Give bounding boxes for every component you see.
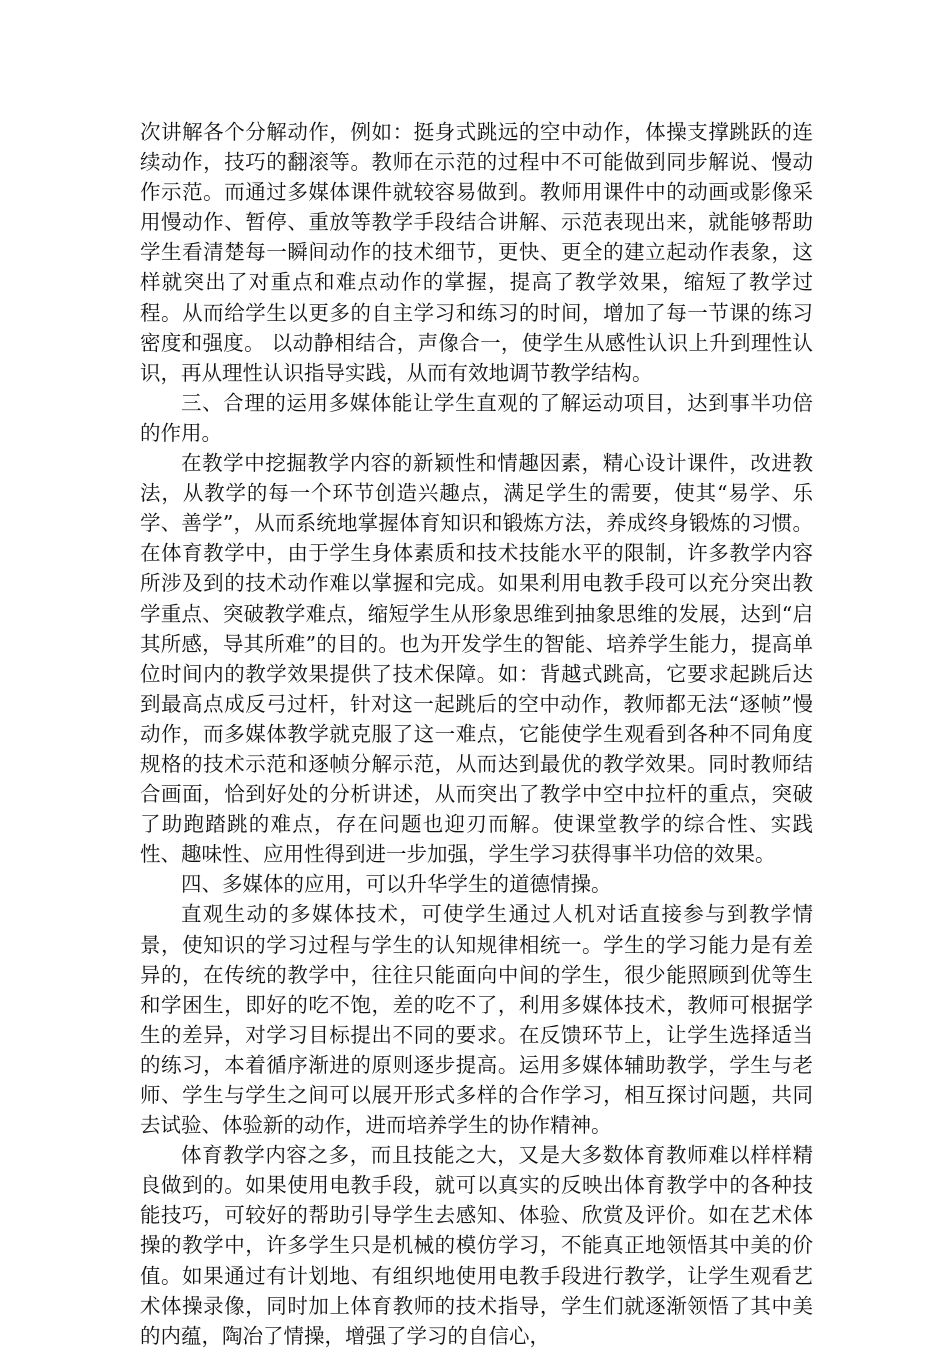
paragraph-body: 直观生动的多媒体技术，可使学生通过人机对话直接参与到教学情景，使知识的学习过程与学生的认知规律相统一。学生的学习能力是有差异的，在传统的教学中，往往只能面向中间的学生，很少能照顾到优等生和学困生，即好的吃不饱，差的吃不了，利用多媒体技术，教师可根据学生的差异，对学习目标提出不同的要求。在反馈环节上，让学生选择适当的练习，本着循序渐进的原则逐步提高。运用多媒体辅助教学，学生与老师、学生与学生之间可以展开形式多样的合作学习，相互探讨问题，共同去试验、体验新的动作，进而培养学生的协作精神。 [140, 902, 813, 1138]
section-heading-four: 四、多媒体的应用，可以升华学生的道德情操。 [181, 872, 612, 897]
document-page [140, 117, 813, 1351]
section-heading-three: 三、合理的运用多媒体能让学生直观的了解运动项目，达到事半功倍的作用。 [140, 390, 813, 445]
paragraph-body: 在教学中挖掘教学内容的新颖性和情趣因素，精心设计课件，改进教法，从教学的每一个环节创造兴趣点，满足学生的需要，使其“易学、乐学、善学”，从而系统地掌握体育知识和锻炼方法，养成终身锻炼的习惯。在体育教学中，由于学生身体素质和技术技能水平的限制，许多教学内容所涉及到的技术动作难以掌握和完成。如果利用电教手段可以充分突出教学重点、突破教学难点，缩短学生从形象思维到抽象思维的发展，达到“启其所感，导其所难”的目的。也为开发学生的智能、培养学生能力，提高单位时间内的教学效果提供了技术保障。如：背越式跳高，它要求起跳后达到最高点成反弓过杆，针对这一起跳后的空中动作，教师都无法“逐帧”慢动作，而多媒体教学就克服了这一难点，它能使学生观看到各种不同角度规格的技术示范和逐帧分解示范，从而达到最优的教学效果。同时教师结合画面，恰到好处的分析讲述，从而突出了教学中空中拉杆的重点，突破了助跑踏跳的难点，存在问题也迎刃而解。使课堂教学的综合性、实践性、趣味性、应用性得到进一步加强，学生学习获得事半功倍的效果。 [140, 451, 813, 867]
paragraph-body: 体育教学内容之多，而且技能之大，又是大多数体育教师难以样样精良做到的。如果使用电教手段，就可以真实的反映出体育教学中的各种技能技巧，可较好的帮助引导学生去感知、体验、欣赏及评价。如在艺术体操的教学中，许多学生只是机械的模仿学习，不能真正地领悟其中美的价值。如果通过有计划地、有组织地使用电教手段进行教学，让学生观看艺术体操录像，同时加上体育教师的技术指导，学生们就逐渐领悟了其中美的内蕴，陶冶了情操，增强了学习的自信心， [140, 1143, 813, 1348]
paragraph-continuation: 次讲解各个分解动作，例如：挺身式跳远的空中动作，体操支撑跳跃的连续动作，技巧的翻滚等。教师在示范的过程中不可能做到同步解说、慢动作示范。而通过多媒体课件就较容易做到。教师用课件中的动画或影像采用慢动作、暂停、重放等教学手段结合讲解、示范表现出来，就能够帮助学生看清楚每一瞬间动作的技术细节，更快、更全的建立起动作表象，这样就突出了对重点和难点动作的掌握，提高了教学效果，缩短了教学过程。从而给学生以更多的自主学习和练习的时间，增加了每一节课的练习密度和强度。 以动静相结合，声像合一，使学生从感性认识上升到理性认识，再从理性认识指导实践，从而有效地调节教学结构。 [140, 120, 813, 385]
